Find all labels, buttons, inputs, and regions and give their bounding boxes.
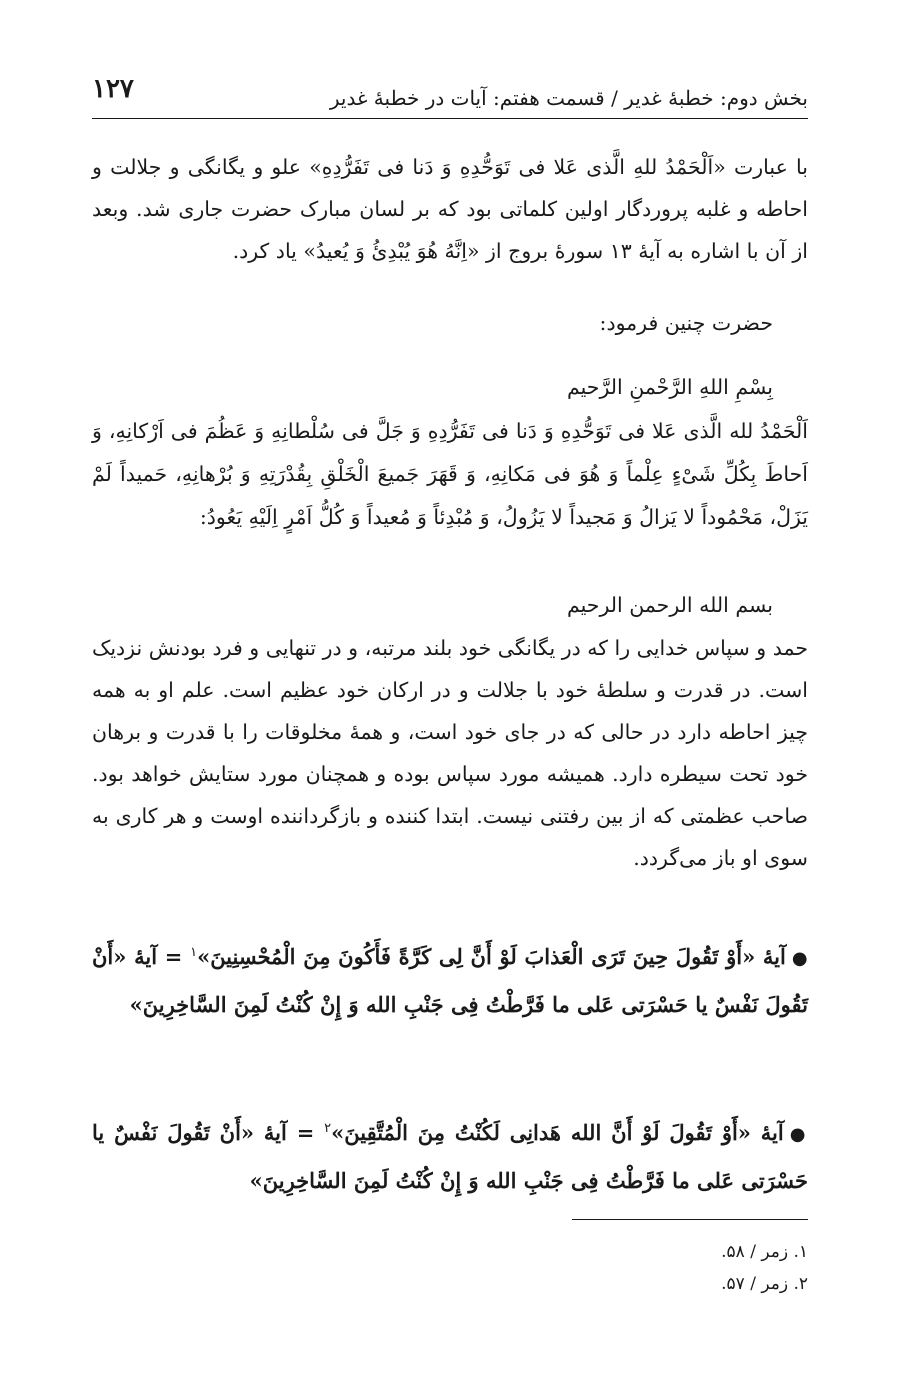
running-head: بخش دوم: خطبۀ غدیر / قسمت هفتم: آیات در خطبۀ غدیر <box>329 86 808 110</box>
page-header <box>92 62 808 119</box>
verse-rest: = آیۀ «أَنْ تَقُولَ نَفْسٌ یا حَسْرَتى عَلى ما فَرَّطْتُ فِی جَنْبِ الله وَ إِنْ کُنْتُ لَمِنَ السَّاخِرِینَ» <box>92 944 808 1017</box>
verse-rest: = آیۀ «أَنْ تَقُولَ نَفْسٌ یا حَسْرَتى عَلى ما فَرَّطْتُ فِی جَنْبِ الله وَ إِنْ کُنْتُ لَمِنَ السَّاخِرِینَ» <box>92 1120 808 1193</box>
verse-lead: آیۀ «أَوْ تَقُولَ لَوْ أَنَّ الله هَدانِی لَکُنْتُ مِنَ الْمُتَّقِینَ» <box>331 1120 784 1145</box>
translation-paragraph: حمد و سپاس خدایی را که در یگانگی خود بلند مرتبه، و در تنهایی و فرد بودنش نزدیک است. در قدرت و سلطۀ خود با جلالت و در ارکان خود عظیم است. علم او به همه چیز احاطه دارد در حالی که در جای خود است، و همۀ مخلوقات را با قدرت و برهان خود تحت سیطره دارد. همیشه مورد سپاس بوده و همچنان مورد ستایش خواهد بود. صاحب عظمتی که از بین رفتنی نیست. ابتدا کننده و بازگرداننده اوست و هر کاری به سوی او باز می‌گردد. <box>92 636 808 870</box>
bullet-icon: ● <box>791 948 808 969</box>
intro-paragraph: با عبارت «اَلْحَمْدُ للهِ الَّذى عَلا فى تَوَحُّدِهِ وَ دَنا فى تَفَرُّدِهِ» علو و یگانگی و جلالت و احاطه و غلبه پروردگار اولین کلماتی بود که بر لسان مبارک حضرت جاری شد. وبعد از آن با اشاره به آیۀ ۱۳ سورۀ بروج از «اِنَّهُ هُوَ یُبْدِئُ وَ یُعیدُ» یاد کرد. <box>92 155 808 263</box>
footnote-ref: ۱ <box>190 945 198 960</box>
footnote: ۱. زمر / ۵۸. <box>721 1242 808 1262</box>
translation-basmala: بسم الله الرحمن الرحیم <box>566 593 773 617</box>
footnote: ۲. زمر / ۵۷. <box>721 1274 808 1294</box>
arabic-basmala: بِسْمِ اللهِ الرَّحْمنِ الرَّحیم <box>566 375 773 399</box>
footnote-divider <box>572 1219 808 1220</box>
arabic-sermon-text: اَلْحَمْدُ لله الَّذى عَلا فى تَوَحُّدِهِ وَ دَنا فى تَفَرُّدِهِ وَ جَلَّ فى سُلْطانِهِ وَ عَظُمَ فى اَرْکانِهِ، وَ اَحاطَ بِکُلِّ شَیْءٍ عِلْماً وَ هُوَ فى مَکانِهِ، وَ قَهَرَ جَمیعَ الْخَلْقِ بِقُدْرَتِهِ وَ بُرْهانِهِ، حَمیداً لَمْ یَزَلْ، مَحْمُوداً لا یَزالُ وَ مَجیداً لا یَزُولُ، وَ مُبْدِئاً وَ مُعیداً وَ کُلُّ اَمْرٍ اِلَیْهِ یَعُودُ: <box>92 419 808 529</box>
page-number: ۱۲۷ <box>92 74 134 104</box>
verse-item <box>92 1110 808 1204</box>
verse-lead: آیۀ «أَوْ تَقُولَ حِینَ تَرَى الْعَذابَ لَوْ أَنَّ لِی کَرَّةً فَأَکُونَ مِنَ الْمُحْسِنِینَ» <box>197 944 786 969</box>
said-line: حضرت چنین فرمود: <box>599 311 773 335</box>
book-page <box>92 0 808 1390</box>
bullet-icon: ● <box>789 1124 808 1145</box>
verse-item <box>92 934 808 1028</box>
footnote-ref: ۲ <box>324 1121 332 1136</box>
